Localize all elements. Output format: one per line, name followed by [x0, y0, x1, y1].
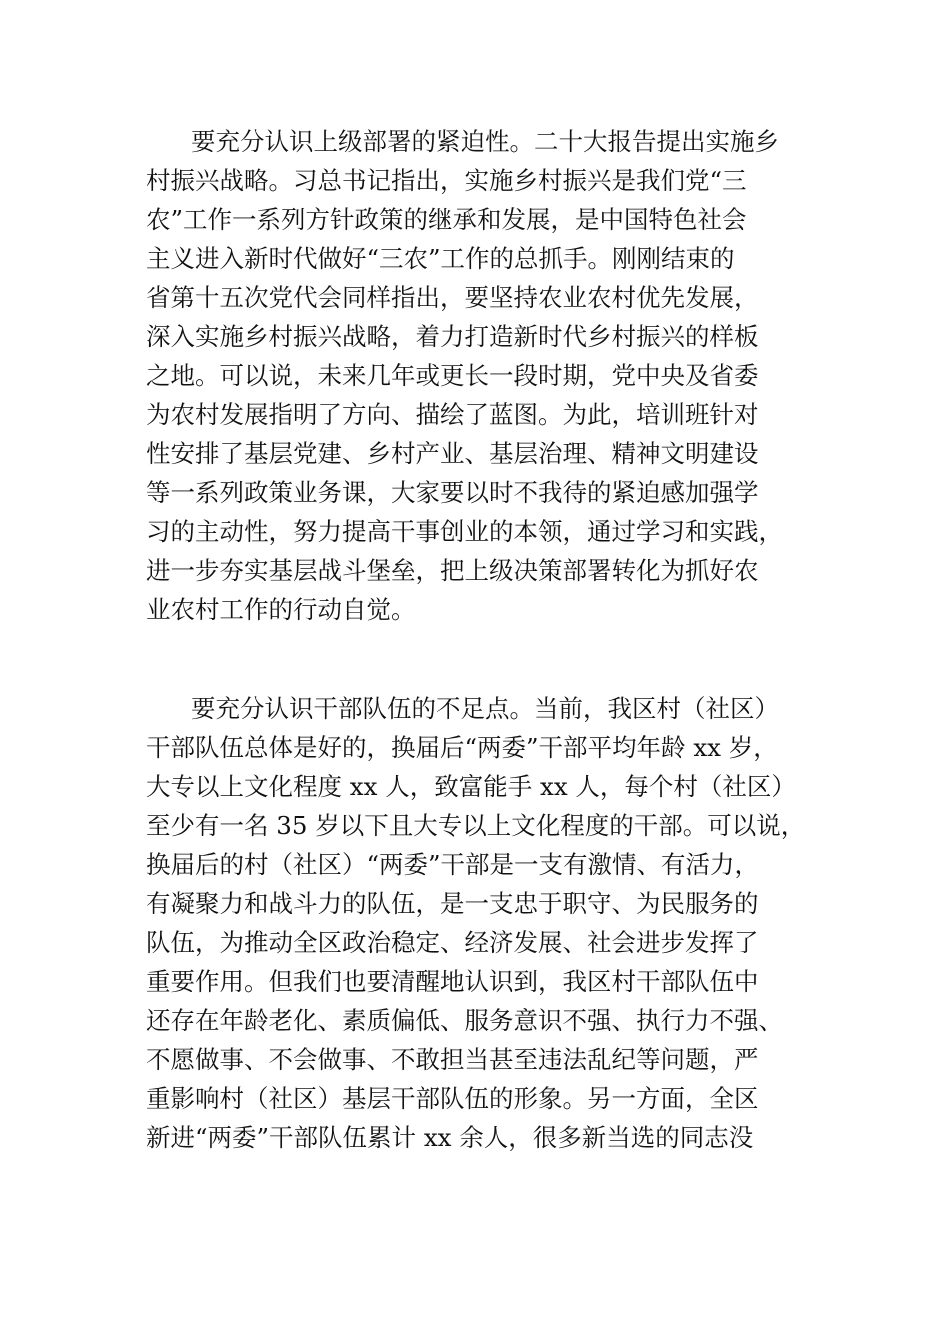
paragraph-line: 要充分认识上级部署的紧迫性。二十大报告提出实施乡 — [191, 127, 779, 156]
paragraph-line: 为农村发展指明了方向、描绘了蓝图。为此，培训班针对 — [146, 400, 759, 429]
paragraph-line: 要充分认识干部队伍的不足点。当前，我区村（社区） — [191, 694, 779, 723]
paragraph-line: 至少有一名 35 岁以下且大专以上文化程度的干部。可以说， — [146, 811, 806, 840]
paragraph-line: 重要作用。但我们也要清醒地认识到，我区村干部队伍中 — [146, 967, 759, 996]
paragraph-line: 省第十五次党代会同样指出，要坚持农业农村优先发展， — [146, 283, 759, 312]
paragraph-line: 换届后的村（社区）“两委”干部是一支有激情、有活力， — [146, 850, 760, 879]
paragraph-line: 重影响村（社区）基层干部队伍的形象。另一方面，全区 — [146, 1084, 759, 1113]
paragraph-line: 大专以上文化程度 xx 人，致富能手 xx 人，每个村（社区） — [146, 772, 796, 801]
paragraph-line: 主义进入新时代做好“三农”工作的总抓手。刚刚结束的 — [146, 244, 735, 273]
paragraph-line: 深入实施乡村振兴战略，着力打造新时代乡村振兴的样板 — [146, 322, 759, 351]
paragraph-shortcomings — [146, 689, 816, 1157]
paragraph-line: 进一步夯实基层战斗堡垒，把上级决策部署转化为抓好农 — [146, 556, 759, 585]
paragraph-urgency — [146, 122, 816, 629]
paragraph-line: 还存在年龄老化、素质偏低、服务意识不强、执行力不强、 — [146, 1006, 783, 1035]
paragraph-line: 干部队伍总体是好的，换届后“两委”干部平均年龄 xx 岁， — [146, 733, 778, 762]
paragraph-line: 习的主动性，努力提高干事创业的本领，通过学习和实践， — [146, 517, 783, 546]
paragraph-line: 农”工作一系列方针政策的继承和发展，是中国特色社会 — [146, 205, 747, 234]
paragraph-line: 性安排了基层党建、乡村产业、基层治理、精神文明建设 — [146, 439, 759, 468]
paragraph-line: 新进“两委”干部队伍累计 xx 余人，很多新当选的同志没 — [146, 1123, 754, 1152]
paragraph-line: 不愿做事、不会做事、不敢担当甚至违法乱纪等问题，严 — [146, 1045, 759, 1074]
paragraph-line: 业农村工作的行动自觉。 — [146, 595, 416, 624]
paragraph-line: 有凝聚力和战斗力的队伍，是一支忠于职守、为民服务的 — [146, 889, 759, 918]
paragraph-line: 村振兴战略。习总书记指出，实施乡村振兴是我们党“三 — [146, 166, 747, 195]
paragraph-line: 等一系列政策业务课，大家要以时不我待的紧迫感加强学 — [146, 478, 759, 507]
paragraph-line: 队伍，为推动全区政治稳定、经济发展、社会进步发挥了 — [146, 928, 759, 957]
paragraph-line: 之地。可以说，未来几年或更长一段时期，党中央及省委 — [146, 361, 759, 390]
